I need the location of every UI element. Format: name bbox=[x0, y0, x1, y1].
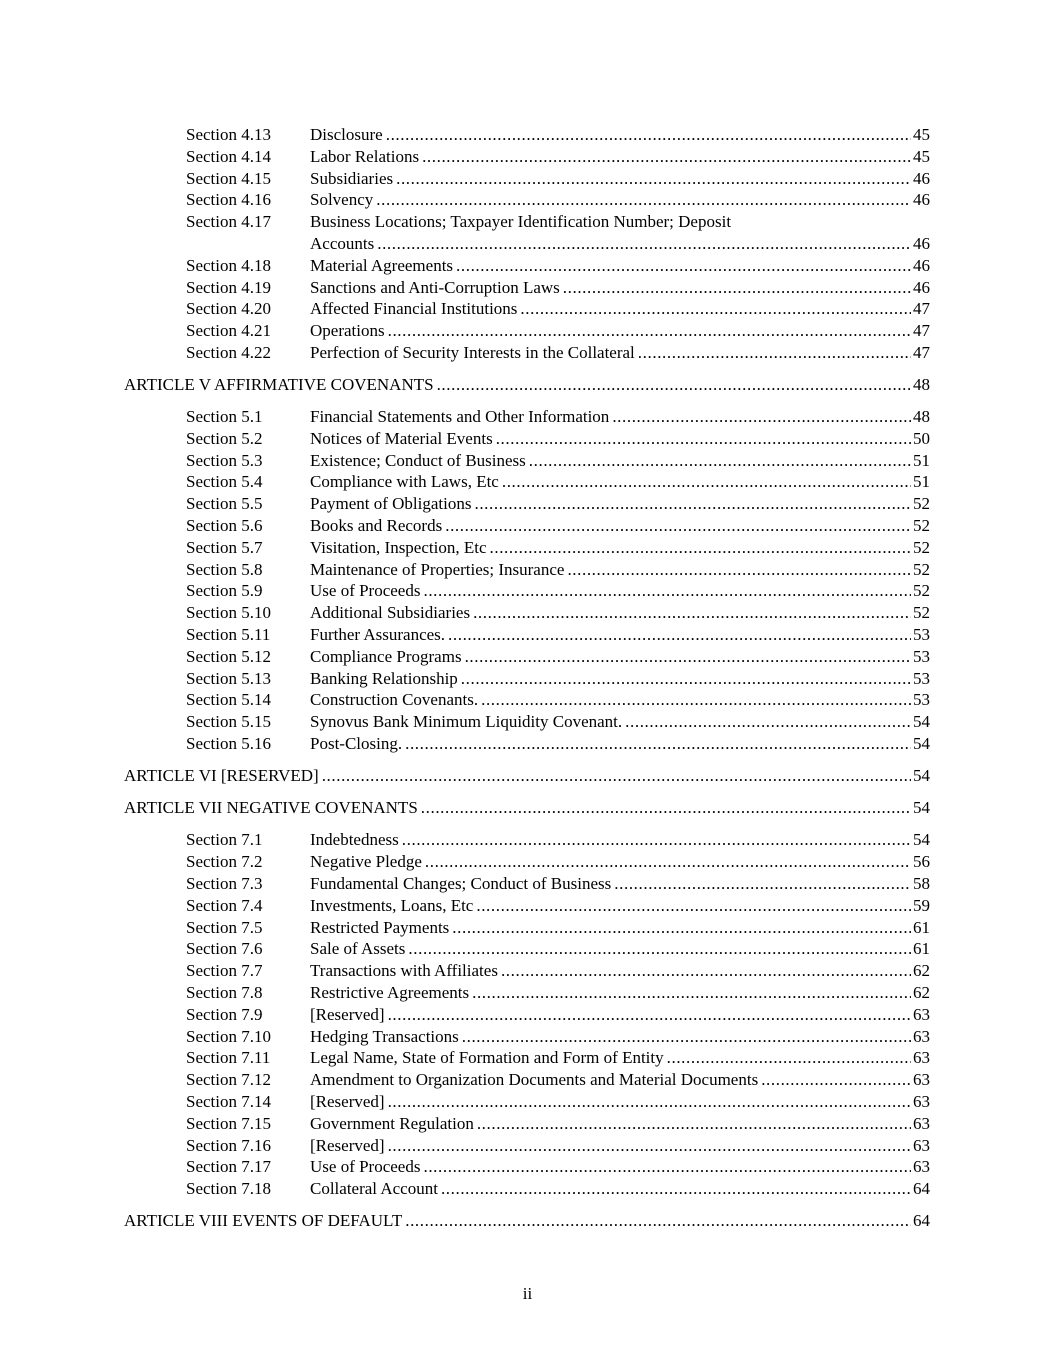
section-number: Section 4.13 bbox=[186, 125, 271, 144]
entry-page: 52 bbox=[913, 603, 930, 623]
entry-page: 54 bbox=[913, 765, 930, 785]
entry-page: 56 bbox=[913, 852, 930, 872]
entry-page: 54 bbox=[913, 798, 930, 818]
entry-title: Maintenance of Properties; Insurance bbox=[310, 559, 565, 579]
toc-section-entry[interactable] bbox=[124, 342, 930, 364]
entry-title: Affected Financial Institutions bbox=[310, 299, 518, 319]
toc-section-entry[interactable] bbox=[124, 689, 930, 711]
toc-section-entry[interactable] bbox=[124, 960, 930, 982]
entry-title: Notices of Material Events bbox=[310, 428, 493, 448]
dot-leader bbox=[472, 982, 911, 1004]
dot-leader bbox=[402, 829, 911, 851]
toc-section-entry[interactable] bbox=[124, 1091, 930, 1113]
entry-title: Negative Pledge bbox=[310, 852, 422, 872]
section-number: Section 5.2 bbox=[186, 428, 263, 448]
section-number: Section 7.11 bbox=[186, 1048, 271, 1068]
entry-page: 51 bbox=[913, 472, 930, 492]
toc-section-entry[interactable] bbox=[124, 602, 930, 624]
entry-title: Compliance Programs bbox=[310, 646, 462, 666]
section-number: Section 7.5 bbox=[186, 917, 263, 937]
entry-title: Investments, Loans, Etc bbox=[310, 895, 474, 915]
entry-title: Synovus Bank Minimum Liquidity Covenant. bbox=[310, 712, 623, 732]
dot-leader bbox=[496, 428, 911, 450]
toc-section-entry[interactable] bbox=[124, 711, 930, 733]
entry-title: ARTICLE VIII EVENTS OF DEFAULT bbox=[124, 1210, 403, 1230]
entry-title: Transactions with Affiliates bbox=[310, 961, 498, 981]
toc-section-entry[interactable] bbox=[124, 873, 930, 895]
toc-section-entry[interactable] bbox=[124, 938, 930, 960]
entry-page: 45 bbox=[913, 125, 930, 144]
entry-page: 63 bbox=[913, 1026, 930, 1046]
section-number: Section 4.19 bbox=[186, 277, 271, 297]
toc-section-entry[interactable] bbox=[124, 851, 930, 873]
section-number: Section 4.21 bbox=[186, 321, 271, 341]
entry-page: 52 bbox=[913, 559, 930, 579]
section-number: Section 5.11 bbox=[186, 625, 271, 645]
toc-section-entry[interactable] bbox=[124, 255, 930, 277]
section-number: Section 5.1 bbox=[186, 407, 263, 427]
dot-leader bbox=[456, 255, 911, 277]
entry-title: Compliance with Laws, Etc bbox=[310, 472, 499, 492]
section-number: Section 4.17 bbox=[186, 212, 271, 232]
dot-leader bbox=[462, 1026, 911, 1048]
dot-leader bbox=[437, 374, 911, 396]
entry-page: 62 bbox=[913, 982, 930, 1002]
dot-leader bbox=[388, 1091, 911, 1113]
dot-leader bbox=[563, 277, 911, 299]
toc-section-entry[interactable] bbox=[124, 1069, 930, 1091]
entry-title: [Reserved] bbox=[310, 1135, 385, 1155]
section-number: Section 4.22 bbox=[186, 342, 271, 362]
toc-article-entry[interactable] bbox=[124, 374, 930, 396]
entry-title: Restricted Payments bbox=[310, 917, 450, 937]
dot-leader bbox=[461, 668, 911, 690]
entry-title: Existence; Conduct of Business bbox=[310, 450, 526, 470]
dot-leader bbox=[567, 559, 911, 581]
entry-page: 63 bbox=[913, 1070, 930, 1090]
entry-title: Financial Statements and Other Information bbox=[310, 407, 610, 427]
toc-section-entry[interactable] bbox=[124, 1047, 930, 1069]
toc-section-entry[interactable] bbox=[124, 1113, 930, 1135]
dot-leader bbox=[448, 624, 911, 646]
toc-section-entry[interactable] bbox=[124, 1178, 930, 1200]
dot-leader bbox=[388, 1135, 911, 1157]
entry-page: 63 bbox=[913, 1004, 930, 1024]
toc-section-entry[interactable] bbox=[124, 428, 930, 450]
entry-title: Additional Subsidiaries bbox=[310, 603, 471, 623]
dot-leader bbox=[422, 146, 911, 168]
dot-leader bbox=[761, 1069, 911, 1091]
entry-title: Collateral Account bbox=[310, 1179, 438, 1199]
entry-page: 53 bbox=[913, 646, 930, 666]
dot-leader bbox=[376, 189, 911, 211]
entry-title: Further Assurances. bbox=[310, 625, 446, 645]
toc-section-entry[interactable] bbox=[124, 493, 930, 515]
entry-page: 52 bbox=[913, 494, 930, 514]
dot-leader bbox=[388, 1004, 911, 1026]
entry-page: 63 bbox=[913, 1157, 930, 1177]
dot-leader bbox=[465, 646, 911, 668]
entry-title: Restrictive Agreements bbox=[310, 982, 470, 1002]
section-number: Section 7.10 bbox=[186, 1026, 271, 1046]
dot-leader bbox=[421, 797, 911, 819]
entry-title: Sale of Assets bbox=[310, 939, 406, 959]
entry-page: 63 bbox=[913, 1091, 930, 1111]
toc-section-entry[interactable] bbox=[124, 1026, 930, 1048]
entry-title: ARTICLE VI [RESERVED] bbox=[124, 765, 319, 785]
entry-page: 59 bbox=[913, 895, 930, 915]
section-number: Section 5.15 bbox=[186, 712, 271, 732]
dot-leader bbox=[425, 851, 911, 873]
section-number: Section 7.16 bbox=[186, 1135, 271, 1155]
entry-title: Disclosure bbox=[310, 125, 383, 144]
section-number: Section 7.9 bbox=[186, 1004, 263, 1024]
entry-page: 64 bbox=[913, 1210, 930, 1230]
section-number: Section 5.16 bbox=[186, 734, 271, 754]
section-number: Section 5.8 bbox=[186, 559, 263, 579]
dot-leader bbox=[405, 1210, 911, 1232]
dot-leader bbox=[638, 342, 911, 364]
dot-leader bbox=[625, 711, 911, 733]
dot-leader bbox=[452, 917, 911, 939]
entry-page: 52 bbox=[913, 581, 930, 601]
dot-leader bbox=[502, 471, 911, 493]
entry-title: Business Locations; Taxpayer Identification Number; Deposit bbox=[310, 212, 732, 232]
entry-page: 50 bbox=[913, 428, 930, 448]
dot-leader bbox=[423, 1156, 911, 1178]
entry-title: ARTICLE VII NEGATIVE COVENANTS bbox=[124, 798, 418, 818]
dot-leader bbox=[441, 1178, 911, 1200]
dot-leader bbox=[388, 320, 911, 342]
section-number: Section 7.18 bbox=[186, 1179, 271, 1199]
toc-section-entry[interactable] bbox=[124, 406, 930, 428]
section-number: Section 7.1 bbox=[186, 830, 263, 850]
entry-title: Construction Covenants. bbox=[310, 690, 479, 710]
section-number: Section 5.7 bbox=[186, 537, 263, 557]
entry-page: 62 bbox=[913, 961, 930, 981]
entry-title: [Reserved] bbox=[310, 1004, 385, 1024]
section-number: Section 4.20 bbox=[186, 299, 271, 319]
dot-leader bbox=[377, 233, 911, 255]
section-number: Section 5.12 bbox=[186, 646, 271, 666]
section-number: Section 7.6 bbox=[186, 939, 263, 959]
section-number: Section 7.14 bbox=[186, 1091, 271, 1111]
entry-title: Subsidiaries bbox=[310, 168, 394, 188]
entry-page: 48 bbox=[913, 374, 930, 394]
toc-article-entry[interactable] bbox=[124, 1210, 930, 1232]
entry-title: Fundamental Changes; Conduct of Business bbox=[310, 874, 612, 893]
toc-section-entry[interactable] bbox=[124, 168, 930, 190]
dot-leader bbox=[423, 580, 911, 602]
entry-page: 45 bbox=[913, 146, 930, 166]
dot-leader bbox=[667, 1047, 911, 1069]
dot-leader bbox=[474, 493, 911, 515]
entry-page: 46 bbox=[913, 233, 930, 253]
section-number: Section 7.7 bbox=[186, 961, 263, 981]
entry-page: 47 bbox=[913, 299, 930, 319]
section-number: Section 5.4 bbox=[186, 472, 263, 492]
toc-section-entry[interactable] bbox=[124, 1156, 930, 1178]
entry-title: Banking Relationship bbox=[310, 668, 458, 688]
toc-section-entry[interactable] bbox=[124, 580, 930, 602]
page-number: ii bbox=[522, 1284, 533, 1303]
toc-section-entry[interactable] bbox=[124, 277, 930, 299]
section-number: Section 5.3 bbox=[186, 450, 263, 470]
entry-title: Legal Name, State of Formation and Form of Entity bbox=[310, 1048, 664, 1068]
dot-leader bbox=[477, 1113, 911, 1135]
entry-title: Visitation, Inspection, Etc bbox=[310, 537, 487, 557]
entry-page: 47 bbox=[913, 342, 930, 362]
dot-leader bbox=[405, 733, 911, 755]
entry-title-continued: Accounts bbox=[310, 233, 375, 253]
entry-page: 54 bbox=[913, 734, 930, 754]
entry-title: Amendment to Organization Documents and Material Documents bbox=[310, 1070, 759, 1090]
entry-page: 61 bbox=[913, 917, 930, 937]
entry-title: Perfection of Security Interests in the Collateral bbox=[310, 342, 635, 362]
dot-leader bbox=[445, 515, 911, 537]
entry-page: 51 bbox=[913, 450, 930, 470]
toc-article-entry[interactable] bbox=[124, 765, 930, 787]
entry-page: 46 bbox=[913, 168, 930, 188]
toc-section-entry[interactable] bbox=[124, 559, 930, 581]
toc-section-entry[interactable] bbox=[124, 895, 930, 917]
entry-title: ARTICLE V AFFIRMATIVE COVENANTS bbox=[124, 374, 434, 394]
dot-leader bbox=[520, 298, 911, 320]
entry-title: Payment of Obligations bbox=[310, 494, 472, 514]
entry-title: Use of Proceeds bbox=[310, 581, 421, 601]
entry-title: Indebtedness bbox=[310, 830, 399, 850]
section-number: Section 7.4 bbox=[186, 895, 263, 915]
entry-page: 61 bbox=[913, 939, 930, 959]
section-number: Section 7.8 bbox=[186, 982, 263, 1002]
entry-page: 48 bbox=[913, 407, 930, 427]
section-number: Section 5.9 bbox=[186, 581, 263, 601]
entry-title: [Reserved] bbox=[310, 1091, 385, 1111]
toc-section-entry[interactable] bbox=[124, 733, 930, 755]
toc-section-entry[interactable] bbox=[124, 537, 930, 559]
toc-section-entry[interactable] bbox=[124, 646, 930, 668]
section-number: Section 7.17 bbox=[186, 1157, 271, 1177]
entry-page: 46 bbox=[913, 277, 930, 297]
section-number: Section 4.16 bbox=[186, 190, 271, 210]
entry-page: 53 bbox=[913, 625, 930, 645]
dot-leader bbox=[529, 450, 911, 472]
entry-page: 46 bbox=[913, 190, 930, 210]
toc-article-entry[interactable] bbox=[124, 797, 930, 819]
entry-title: Sanctions and Anti-Corruption Laws bbox=[310, 277, 560, 297]
entry-title: Solvency bbox=[310, 190, 374, 210]
toc-section-entry[interactable] bbox=[124, 211, 930, 233]
toc-section-entry[interactable] bbox=[124, 982, 930, 1004]
entry-page: 52 bbox=[913, 516, 930, 536]
dot-leader bbox=[612, 406, 911, 428]
section-number: Section 5.6 bbox=[186, 516, 263, 536]
section-number: Section 4.15 bbox=[186, 168, 271, 188]
section-number: Section 5.14 bbox=[186, 690, 271, 710]
section-number: Section 7.3 bbox=[186, 874, 263, 893]
entry-page: 53 bbox=[913, 690, 930, 710]
entry-page: 63 bbox=[913, 1048, 930, 1068]
entry-title: Use of Proceeds bbox=[310, 1157, 421, 1177]
entry-page: 46 bbox=[913, 255, 930, 275]
section-number: Section 7.15 bbox=[186, 1113, 271, 1133]
toc-section-entry[interactable] bbox=[124, 298, 930, 320]
toc-section-entry[interactable] bbox=[124, 320, 930, 342]
toc-section-entry[interactable] bbox=[124, 1135, 930, 1157]
entry-title: Government Regulation bbox=[310, 1113, 474, 1133]
dot-leader bbox=[501, 960, 911, 982]
toc-section-entry[interactable] bbox=[124, 515, 930, 537]
toc-section-entry[interactable] bbox=[124, 189, 930, 211]
dot-leader bbox=[490, 537, 912, 559]
section-number: Section 5.13 bbox=[186, 668, 271, 688]
toc-section-entry[interactable] bbox=[124, 917, 930, 939]
toc-section-entry[interactable] bbox=[124, 450, 930, 472]
entry-title: Material Agreements bbox=[310, 255, 454, 275]
toc-section-entry[interactable] bbox=[124, 668, 930, 690]
entry-title: Post-Closing. bbox=[310, 734, 403, 754]
section-number: Section 7.12 bbox=[186, 1070, 271, 1090]
entry-title: Operations bbox=[310, 321, 385, 341]
dot-leader bbox=[396, 168, 911, 190]
toc-section-entry[interactable] bbox=[124, 1004, 930, 1026]
section-number: Section 7.2 bbox=[186, 852, 263, 872]
entry-page: 63 bbox=[913, 1113, 930, 1133]
entry-title: Hedging Transactions bbox=[310, 1026, 459, 1046]
dot-leader bbox=[476, 895, 911, 917]
table-of-contents bbox=[124, 124, 930, 1242]
dot-leader bbox=[386, 124, 911, 146]
entry-page: 54 bbox=[913, 830, 930, 850]
dot-leader bbox=[473, 602, 911, 624]
toc-section-entry[interactable] bbox=[124, 471, 930, 493]
section-number: Section 5.10 bbox=[186, 603, 271, 623]
section-number: Section 4.14 bbox=[186, 146, 271, 166]
dot-leader bbox=[408, 938, 911, 960]
toc-section-entry[interactable] bbox=[124, 146, 930, 168]
entry-page: 54 bbox=[913, 712, 930, 732]
dot-leader bbox=[614, 873, 911, 895]
entry-page: 52 bbox=[913, 537, 930, 557]
entry-title: Books and Records bbox=[310, 516, 443, 536]
entry-title: Labor Relations bbox=[310, 146, 420, 166]
dot-leader bbox=[322, 765, 911, 787]
section-number: Section 4.18 bbox=[186, 255, 271, 275]
entry-page: 47 bbox=[913, 321, 930, 341]
toc-section-entry[interactable] bbox=[124, 124, 930, 146]
toc-section-entry[interactable] bbox=[124, 624, 930, 646]
entry-page: 58 bbox=[913, 874, 930, 893]
toc-section-entry-continued[interactable] bbox=[124, 233, 930, 255]
section-number: Section 5.5 bbox=[186, 494, 263, 514]
entry-page: 53 bbox=[913, 668, 930, 688]
entry-page: 64 bbox=[913, 1179, 930, 1199]
dot-leader bbox=[481, 689, 911, 711]
toc-section-entry[interactable] bbox=[124, 829, 930, 851]
entry-page: 63 bbox=[913, 1135, 930, 1155]
